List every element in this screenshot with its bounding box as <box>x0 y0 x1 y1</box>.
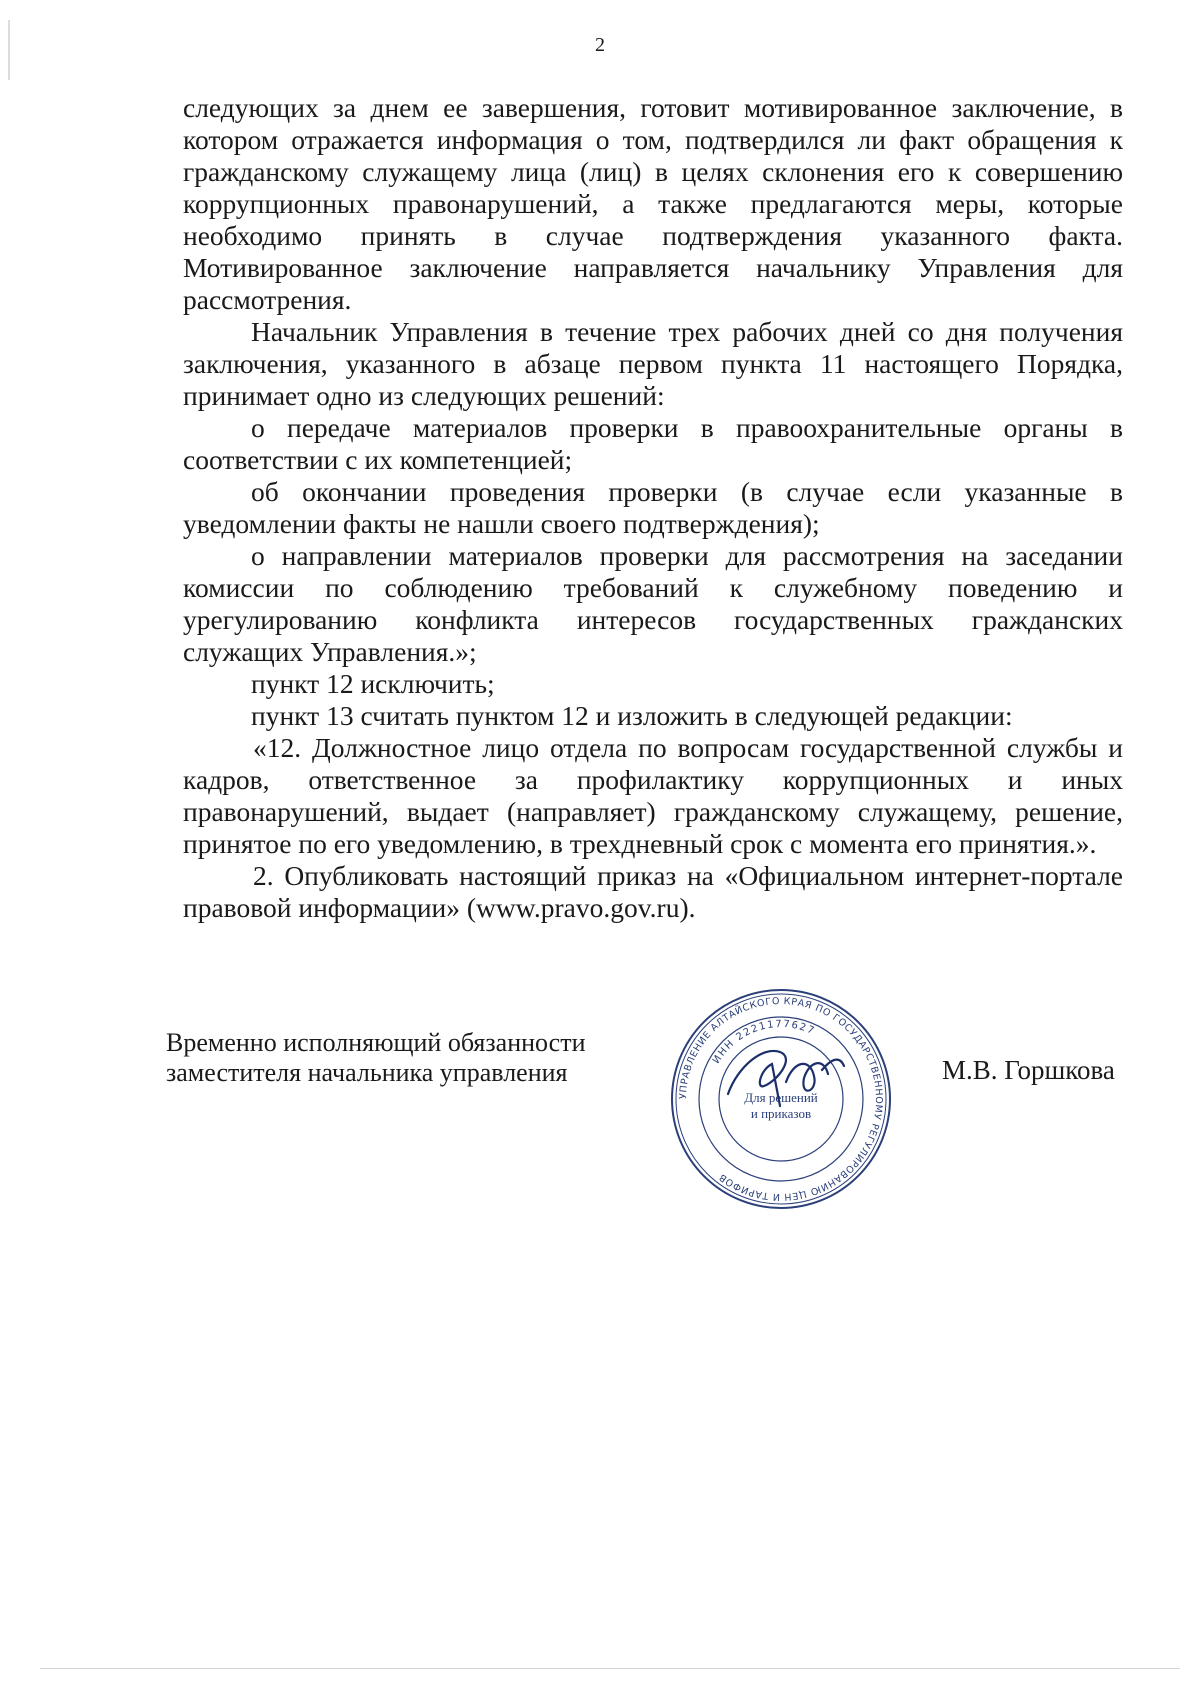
signatory-title-line-1: Временно исполняющий обязанности <box>166 1028 586 1057</box>
signatory-title-line-2: заместителя начальника управления <box>166 1058 568 1087</box>
paragraph-option-end-check: об окончании проведения проверки (в случае если указанные в уведомлении факты не нашли своего подтверждения); <box>183 476 1123 539</box>
paragraph-option-transfer: о передаче материалов проверки в правоохранительные органы в соответствии с их компетенцией; <box>183 412 1123 475</box>
stamp-center-line-1: Для решений <box>744 1090 818 1105</box>
page-number: 2 <box>595 34 605 56</box>
signatory-name: М.В. Горшкова <box>942 1055 1115 1085</box>
stamp-center-line-2: и приказов <box>750 1106 812 1121</box>
official-stamp <box>668 986 894 1212</box>
stamp-inn-text: ИНН 2221177627 <box>711 1018 817 1066</box>
paragraph-renumber-item-13: пункт 13 считать пунктом 12 и изложить в следующей редакции: <box>251 700 1013 731</box>
paragraph-option-commission: о направлении материалов проверки для рассмотрения на заседании комиссии по соблюдению требований к служебному поведению и урегулированию конфликта интересов государственных гражданских служащих Управления.»; <box>183 540 1123 667</box>
paragraph-publish: 2. Опубликовать настоящий приказ на «Официальном интернет-портале правовой информации» (www.pravo.gov.ru). <box>183 860 1123 923</box>
scan-bottom-edge <box>40 1668 1180 1669</box>
signatory-title <box>166 1028 636 1088</box>
paragraph-item-12-text: «12. Должностное лицо отдела по вопросам государственной службы и кадров, ответственное за профилактику коррупционных и иных правонарушений, выдает (направляет) гражданскому служащему, решение, принятое по его уведомлению, в трехдневный срок с момента его принятия.». <box>183 732 1123 859</box>
svg-text:ИНН 2221177627 <box>711 1019 817 1066</box>
paragraph-conclusion: следующих за днем ее завершения, готовит мотивированное заключение, в котором отражается информация о том, подтвердился ли факт обращения к гражданскому служащему лица (лиц) в целях склонения его к совершению коррупционных правонарушений, а также предлагаются меры, которые необходимо принять в случае подтверждения указанного факта. Мотивированное заключение направляется начальнику Управления для рассмотрения. <box>183 92 1123 315</box>
paragraph-exclude-item-12: пункт 12 исключить; <box>251 668 495 699</box>
paragraph-head-decision: Начальник Управления в течение трех рабочих дней со дня получения заключения, указанного в абзаце первом пункта 11 настоящего Порядка, принимает одно из следующих решений: <box>183 316 1123 411</box>
document-body <box>183 92 1123 924</box>
stamp-outer-text: УПРАВЛЕНИЕ АЛТАЙСКОГО КРАЯ ПО ГОСУДАРСТВЕННОМУ РЕГУЛИРОВАНИЮ ЦЕН И ТАРИФОВ <box>677 995 885 1203</box>
